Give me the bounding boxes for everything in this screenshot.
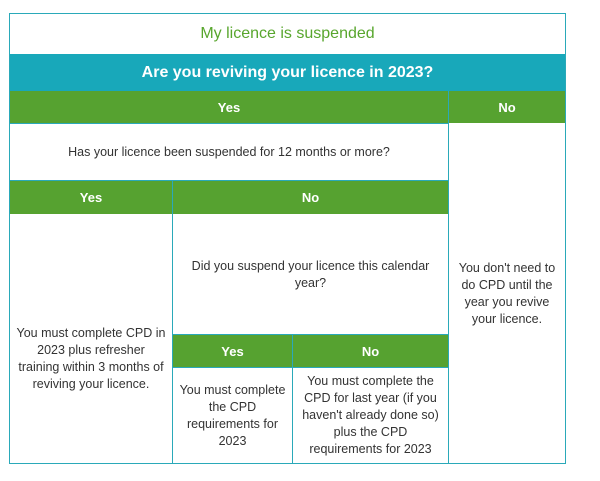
level3-no-answer: You must complete the CPD for last year (if you haven't already done so) plus the CPD requirements for 2023 bbox=[302, 374, 439, 456]
table-title: My licence is suspended bbox=[10, 14, 565, 54]
divider-row-level3-headers bbox=[173, 367, 448, 368]
level2-yes-header: Yes bbox=[10, 181, 172, 214]
level1-yes-header: Yes bbox=[10, 91, 448, 123]
level1-no-header: No bbox=[449, 91, 565, 123]
divider-col-level3 bbox=[292, 335, 293, 463]
divider-row-level1 bbox=[10, 123, 448, 124]
main-question: Are you reviving your licence in 2023? bbox=[10, 54, 565, 91]
divider-row-level2 bbox=[10, 180, 448, 181]
level3-yes-header: Yes bbox=[173, 335, 292, 368]
level3-yes-answer: You must complete the CPD requirements for 2023 bbox=[179, 382, 286, 448]
divider-row-level3 bbox=[173, 334, 448, 335]
divider-col-level2 bbox=[172, 181, 173, 463]
level2-question: Has your licence been suspended for 12 months or more? bbox=[68, 145, 390, 159]
level2-no-header: No bbox=[173, 181, 448, 214]
level2-yes-answer: You must complete CPD in 2023 plus refresher training within 3 months of reviving your licence. bbox=[16, 325, 166, 391]
level1-no-answer: You don't need to do CPD until the year you revive your licence. bbox=[458, 260, 556, 326]
level3-no-header: No bbox=[293, 335, 448, 368]
level3-question: Did you suspend your licence this calendar year? bbox=[191, 258, 430, 290]
divider-col-no bbox=[448, 91, 449, 463]
